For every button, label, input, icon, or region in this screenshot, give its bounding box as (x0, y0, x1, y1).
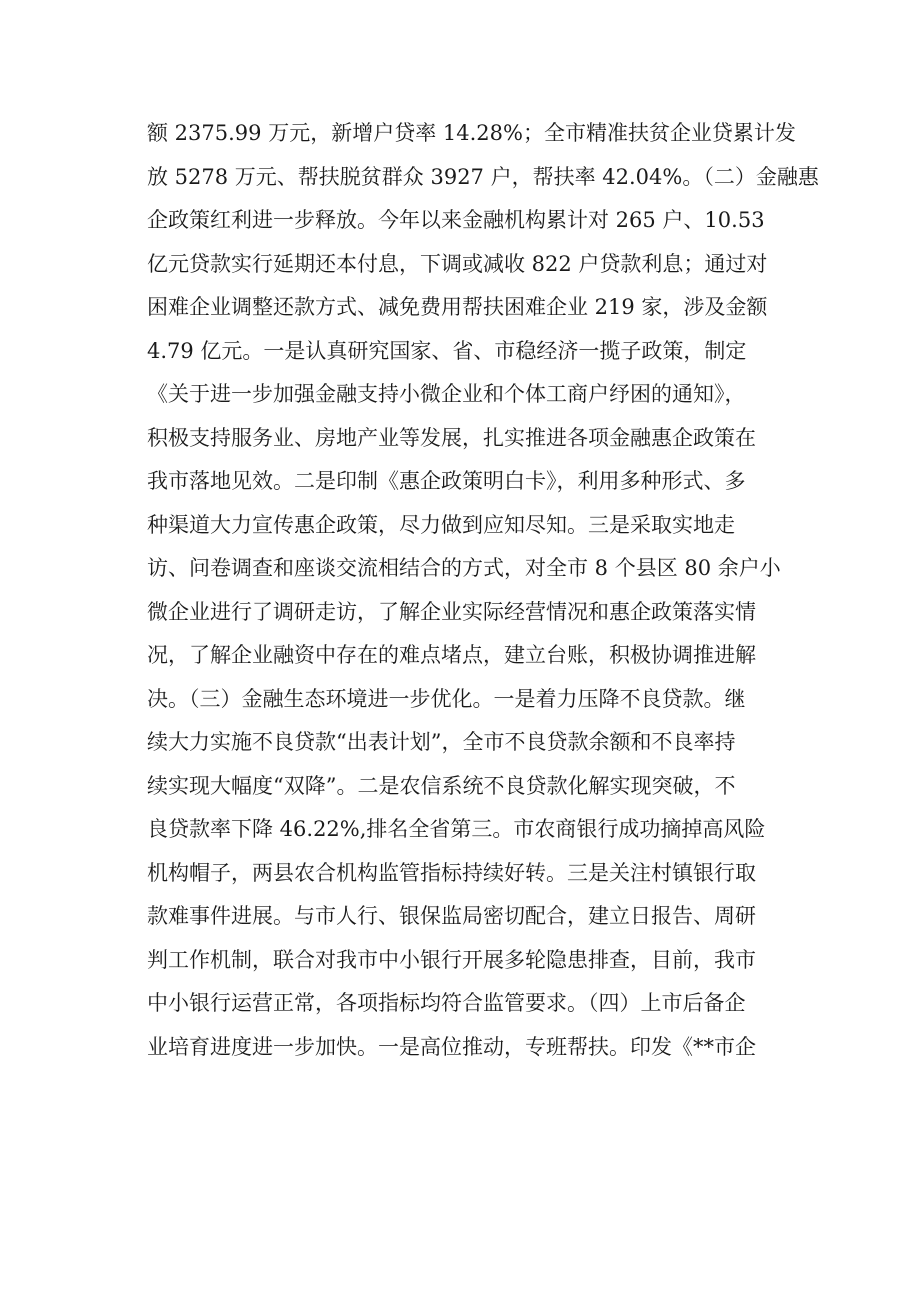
text-line: 访、问卷调查和座谈交流相结合的方式，对全市 8 个县区 80 余户小 (147, 556, 781, 580)
text-line: 亿元贷款实行延期还本付息，下调或减收 822 户贷款利息；通过对 (147, 251, 768, 276)
text-line: 企政策红利进一步释放。今年以来金融机构累计对 265 户、10.53 (147, 208, 765, 232)
text-line: 款难事件进展。与市人行、银保监局密切配合，建立日报告、周研 (147, 904, 756, 928)
text-line: 4.79 亿元。一是认真研究国家、省、市稳经济一揽子政策，制定 (147, 338, 747, 363)
text-line: 我市落地见效。二是印制《惠企政策明白卡》，利用多种形式、多 (147, 469, 746, 493)
text-line: 困难企业调整还款方式、减免费用帮扶困难企业 219 家，涉及金额 (147, 295, 768, 319)
text-line: 积极支持服务业、房地产业等发展，扎实推进各项金融惠企政策在 (147, 425, 756, 450)
text-line: 机构帽子，两县农合机构监管指标持续好转。三是关注村镇银行取 (147, 860, 756, 885)
text-line: 放 5278 万元、帮扶脱贫群众 3927 户，帮扶率 42.04%。（二）金融惠 (147, 164, 819, 189)
text-line: 决。（三）金融生态环境进一步优化。一是着力压降不良贷款。继 (147, 686, 746, 711)
text-line: 况，了解企业融资中存在的难点堵点，建立台账，积极协调推进解 (147, 643, 756, 667)
text-line: 中小银行运营正常，各项指标均符合监管要求。（四）上市后备企 (147, 991, 746, 1015)
text-line: 良贷款率下降 46.22%,排名全省第三。市农商银行成功摘掉高风险 (147, 817, 766, 841)
text-line: 微企业进行了调研走访，了解企业实际经营情况和惠企政策落实情 (147, 599, 756, 624)
text-line: 判工作机制，联合对我市中小银行开展多轮隐患排查，目前，我市 (147, 947, 756, 972)
text-line: 续实现大幅度“双降”。二是农信系统不良贷款化解实现突破，不 (147, 773, 736, 798)
text-line: 额 2375.99 万元，新增户贷率 14.28%；全市精准扶贫企业贷累计发 (147, 121, 796, 145)
text-line: 种渠道大力宣传惠企政策，尽力做到应知尽知。三是采取实地走 (147, 512, 735, 537)
body-text (147, 112, 819, 1069)
text-line: 《关于进一步加强金融支持小微企业和个体工商户纾困的通知》， (147, 382, 746, 406)
text-line: 续大力实施不良贷款“出表计划”，全市不良贷款余额和不良率持 (147, 730, 736, 754)
text-line: 业培育进度进一步加快。一是高位推动，专班帮扶。印发《**市企 (147, 1034, 756, 1059)
